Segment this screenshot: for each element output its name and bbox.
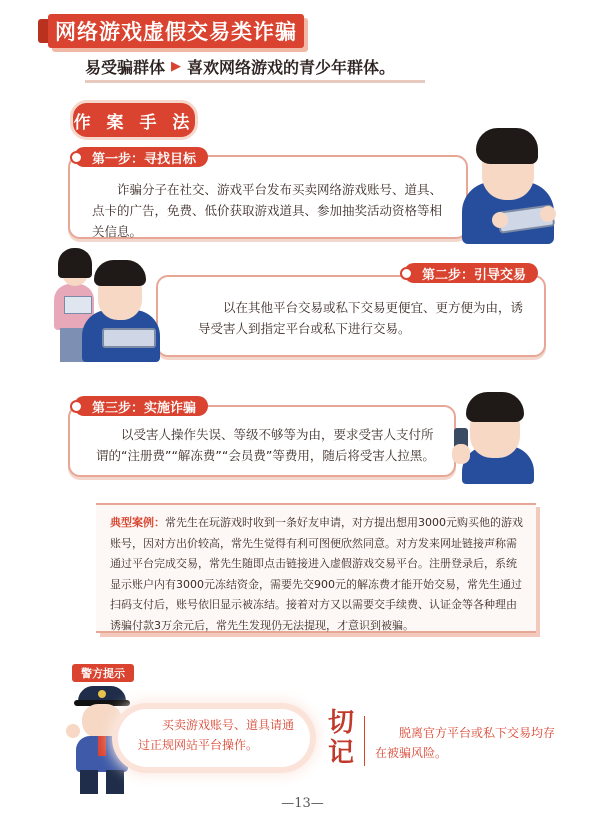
step-1-box — [68, 155, 468, 239]
police-tip-tag — [72, 664, 134, 682]
page-title-text: 网络游戏虚假交易类诈骗 — [55, 20, 297, 44]
target-group-line — [85, 53, 395, 79]
page-title — [48, 14, 304, 48]
method-badge-text: 作 案 手 法 — [73, 112, 195, 133]
step-1-label — [74, 147, 208, 167]
method-badge — [70, 100, 198, 140]
typical-case-box — [96, 503, 536, 633]
police-tip-right-text — [375, 723, 555, 763]
police-tip-left-bubble — [118, 709, 310, 767]
step-2-box — [156, 275, 546, 357]
page-number-text: —13— — [281, 796, 324, 811]
step-2-label-text: 第二步：引导交易 — [422, 267, 527, 283]
police-tip-tag-text: 警方提示 — [81, 667, 125, 680]
step-1-label-text: 第一步：寻找目标 — [92, 151, 197, 167]
bullet-dot-icon — [400, 267, 413, 280]
mother-and-boy-illustration — [52, 244, 162, 362]
remember-title-text: 切记 — [327, 708, 354, 768]
case-text: 常先生在玩游戏时收到一条好友申请，对方提出想用3000元购买他的游戏账号，因对方出价较高，常先生觉得有利可图便欣然同意。对方发来网址链接声称需通过平台完成交易，常先生随即点击链接进入虚假游戏交易平台。注册登录后，系统显示账户内有3000元冻结资金，需要先交900元的解冻费才能开始交易，常先生通过扫码支付后，账号依旧显示被冻结。接着对方又以需要交手续费、认证金等各种理由诱骗付款3万余元后，常先生发现仍无法提现，才意识到被骗。 — [110, 516, 523, 632]
remember-title — [324, 708, 358, 768]
subtitle-underline — [85, 80, 425, 83]
step-1-text: 诈骗分子在社交、游戏平台发布买卖网络游戏账号、道具、点卡的广告，免费、低价获取游戏道具、参加抽奖活动资格等相关信息。 — [92, 182, 443, 239]
target-group-text: 喜欢网络游戏的青少年群体。 — [187, 57, 396, 77]
step-2-text: 以在其他平台交易或私下交易更便宜、更方便为由，诱导受害人到指定平台或私下进行交易。 — [198, 300, 524, 336]
remember-divider — [364, 716, 365, 766]
page-number — [0, 796, 605, 811]
step-3-text: 以受害人操作失误、等级不够等为由，要求受害人支付所谓的“注册费”“解冻费”“会员费”等费用，随后将受害人拉黑。 — [96, 427, 435, 463]
police-tip-left-text: 买卖游戏账号、道具请通过正规网站平台操作。 — [138, 718, 295, 752]
step-3-label — [74, 396, 208, 416]
police-tip-right-text-content: 脱离官方平台或私下交易均存在被骗风险。 — [375, 726, 556, 760]
case-label: 典型案例： — [110, 516, 165, 529]
step-2-label — [404, 263, 538, 283]
bullet-dot-icon — [70, 151, 83, 164]
step-3-label-text: 第三步：实施诈骗 — [92, 400, 197, 416]
target-group-label: 易受骗群体 — [85, 57, 166, 77]
boy-holding-phone-illustration — [452, 384, 542, 484]
boy-playing-phone-illustration — [452, 120, 562, 244]
bullet-dot-icon — [70, 400, 83, 413]
triangle-right-icon: ▶ — [171, 58, 182, 74]
